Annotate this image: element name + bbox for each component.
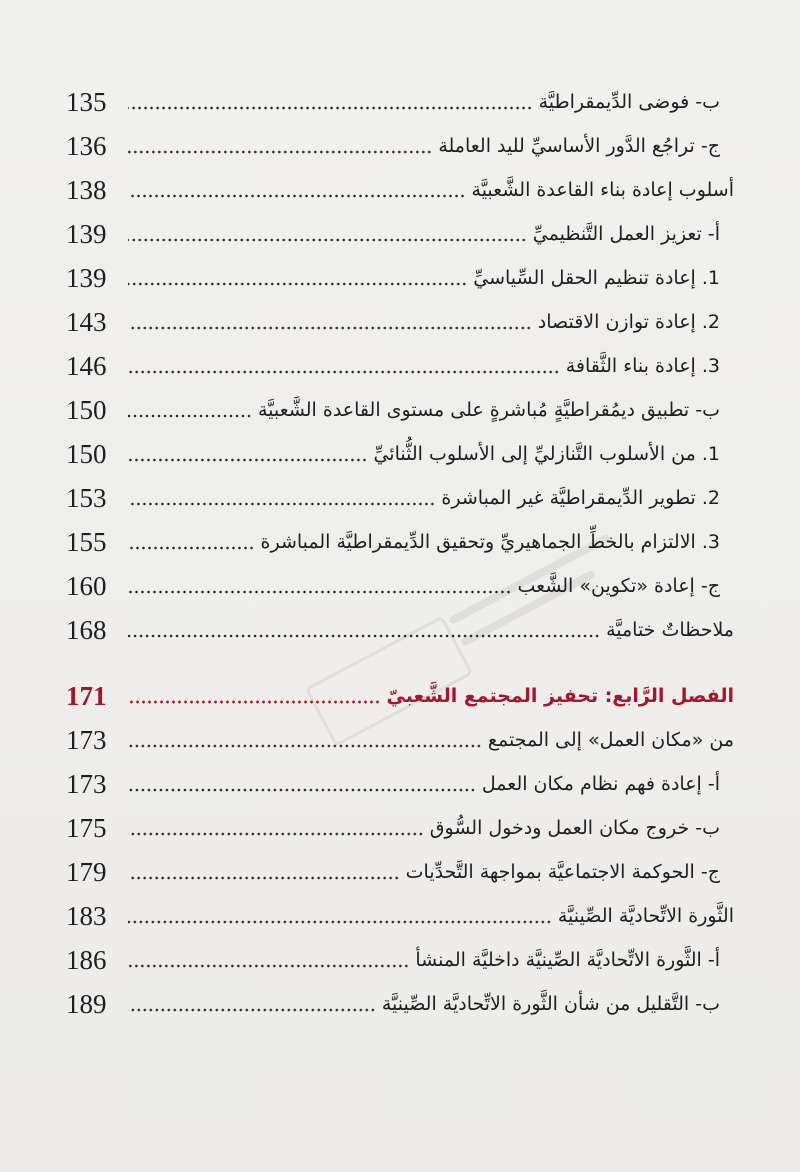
toc-page-number: 150	[66, 394, 107, 425]
toc-entry-title: 3. إعادة بناء الثَّقافة	[565, 354, 720, 377]
toc-entry	[66, 762, 734, 806]
toc-page-number: 139	[66, 218, 107, 249]
toc-entry-title: الفصل الرَّابع: تحفيز المجتمع الشَّعبيّ	[386, 684, 734, 707]
toc-entry-title: 3. الالتزام بالخطِّ الجماهيريِّ وتحقيق الدِّيمقراطيَّة المباشرة	[260, 530, 720, 553]
toc-page-number: 155	[66, 526, 107, 557]
toc-entry-title: أ- الثَّورة الاتِّحاديَّة الصِّينيَّة داخليَّة المنشأ	[415, 948, 720, 971]
toc-dot-leader	[128, 634, 600, 638]
toc-entry-title: 1. إعادة تنظيم الحقل السِّياسيِّ	[473, 266, 720, 289]
toc-entry	[66, 982, 734, 1026]
toc-dot-leader	[128, 282, 467, 286]
toc-entry	[66, 256, 734, 300]
toc-entry-title: ب- فوضى الدِّيمقراطيَّة	[538, 90, 720, 113]
toc-entry	[66, 476, 734, 520]
toc-entry	[66, 608, 734, 652]
toc-entry	[66, 212, 734, 256]
toc-dot-leader	[128, 370, 560, 374]
toc-page-number: 146	[66, 350, 107, 381]
toc-entry	[66, 938, 734, 982]
toc-dot-leader	[128, 788, 476, 792]
toc-entry-title: ج- تراجُع الدَّور الأساسيِّ لليد العاملة	[438, 134, 720, 157]
toc-dot-leader	[128, 458, 367, 462]
toc-entry-title: ب- تطبيق ديمُقراطيَّةٍ مُباشرةٍ على مستوى القاعدة الشَّعبيَّة	[258, 398, 720, 421]
toc-page-number: 153	[66, 482, 107, 513]
toc-entry-title: 2. تطوير الدِّيمقراطيَّة غير المباشرة	[441, 486, 720, 509]
toc-chapter-heading	[66, 674, 734, 718]
toc-page-number: 160	[66, 570, 107, 601]
toc-entry-title: 2. إعادة توازن الاقتصاد	[537, 310, 720, 333]
toc-page-number: 139	[66, 262, 107, 293]
toc-entry-title: الثَّورة الاتِّحاديَّة الصِّينيَّة	[557, 904, 734, 927]
toc-page-number: 183	[66, 900, 107, 931]
toc-entry	[66, 124, 734, 168]
toc-entry	[66, 806, 734, 850]
toc-entry	[66, 300, 734, 344]
toc-page-number: 189	[66, 988, 107, 1019]
toc-dot-leader	[128, 964, 409, 968]
toc-entry	[66, 388, 734, 432]
toc-entry-title: ملاحظاتٌ ختاميَّة	[606, 618, 734, 641]
toc-entry-title: 1. من الأسلوب التَّنازليِّ إلى الأسلوب الثُّنائيِّ	[373, 442, 720, 465]
toc-page-number: 135	[66, 86, 107, 117]
toc-entry	[66, 520, 734, 564]
toc-page-number: 173	[66, 724, 107, 755]
toc-dot-leader	[128, 546, 255, 550]
toc-entry-title: ب- خروج مكان العمل ودخول السُّوق	[429, 816, 720, 839]
toc-entry	[66, 894, 734, 938]
toc-page-number: 173	[66, 768, 107, 799]
toc-entry	[66, 432, 734, 476]
toc-entry-title: من «مكان العمل» إلى المجتمع	[487, 728, 734, 751]
toc-dot-leader	[128, 876, 400, 880]
toc-entry-title: أ- إعادة فهم نظام مكان العمل	[481, 772, 720, 795]
toc-entry-title: ج- إعادة «تكوين» الشَّعب	[517, 574, 720, 597]
toc-dot-leader	[128, 414, 252, 418]
toc-page-number: 186	[66, 944, 107, 975]
table-of-contents	[66, 80, 734, 1026]
toc-dot-leader	[128, 832, 424, 836]
toc-page-number: 168	[66, 614, 107, 645]
toc-entry-title: ب- التَّقليل من شأن الثَّورة الاتِّحاديَّة الصِّينيَّة	[381, 992, 720, 1015]
toc-dot-leader	[128, 106, 533, 110]
toc-page-number: 150	[66, 438, 107, 469]
toc-dot-leader	[128, 744, 482, 748]
toc-page-number: 136	[66, 130, 107, 161]
toc-page-number: 175	[66, 812, 107, 843]
toc-dot-leader	[128, 590, 512, 594]
toc-page-number: 138	[66, 174, 107, 205]
toc-page-number: 171	[66, 680, 107, 711]
toc-dot-leader	[128, 1008, 376, 1012]
toc-entry-title: أسلوب إعادة بناء القاعدة الشَّعبيَّة	[471, 178, 734, 201]
toc-dot-leader	[128, 502, 435, 506]
toc-page-number: 179	[66, 856, 107, 887]
toc-page-number: 143	[66, 306, 107, 337]
toc-dot-leader	[128, 920, 552, 924]
toc-dot-leader	[128, 326, 532, 330]
toc-dot-leader	[128, 150, 432, 154]
toc-entry	[66, 718, 734, 762]
toc-dot-leader	[128, 238, 527, 242]
toc-entry-title: ج- الحوكمة الاجتماعيَّة بمواجهة التَّحدِّيات	[405, 860, 720, 883]
toc-entry	[66, 344, 734, 388]
toc-entry-title: أ- تعزيز العمل التَّنظيميِّ	[532, 222, 720, 245]
toc-dot-leader	[128, 194, 466, 198]
toc-entry	[66, 168, 734, 212]
toc-dot-leader	[128, 700, 381, 704]
toc-entry	[66, 850, 734, 894]
toc-entry	[66, 80, 734, 124]
toc-entry	[66, 564, 734, 608]
